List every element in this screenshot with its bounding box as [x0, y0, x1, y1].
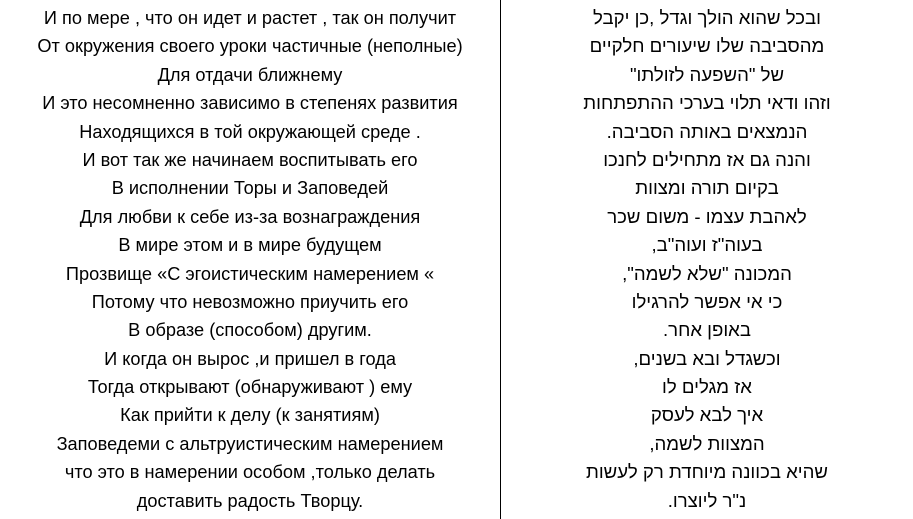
hebrew-line: נ"ר ליוצרו. [667, 489, 747, 511]
hebrew-line: שהיא בכוונה מיוחדת רק לעשות [586, 461, 828, 483]
hebrew-line: המכונה "שלא לשמה", [622, 262, 792, 284]
hebrew-line: הנמצאים באותה הסביבה. [606, 120, 808, 142]
hebrew-line: בקיום תורה ומצוות [635, 177, 779, 199]
hebrew-line: כי אי אפשר להרגילו [631, 290, 783, 312]
hebrew-line: וכשגדל ובא בשנים, [633, 347, 781, 369]
russian-line: В образе (способом) другим. [128, 320, 372, 341]
russian-line: И вот так же начинаем воспитывать его [82, 149, 418, 170]
russian-line: И когда он вырос ,и пришел в года [104, 348, 396, 369]
russian-line: Прозвище «С эгоистическим намерением « [65, 263, 435, 284]
hebrew-column [501, 4, 913, 515]
russian-line: Заповедеми с альтруистическим намерением [56, 433, 444, 454]
hebrew-line: המצוות לשמה, [649, 432, 765, 454]
russian-line: От окружения своего уроки частичные (неполные) [37, 36, 463, 57]
hebrew-line: לאהבת עצמו - משום שכר [607, 205, 807, 227]
russian-line: И по мере , что он идет и растет , так он получит [43, 8, 457, 28]
russian-line: В мире этом и в мире будущем [118, 235, 382, 256]
russian-line: Для отдачи ближнему [157, 64, 343, 85]
hebrew-line: וזהו ודאי תלוי בערכי ההתפתחות [583, 92, 831, 114]
russian-line: И это несомненно зависимо в степенях развития [42, 93, 458, 114]
hebrew-line: אז מגלים לו [662, 376, 752, 398]
russian-column [0, 4, 500, 515]
hebrew-line: מהסביבה שלו שיעורים חלקיים [589, 35, 825, 57]
russian-line: Тогда открывают (обнаруживают ) ему [87, 377, 413, 398]
hebrew-line: של "השפעה לזולתו" [629, 63, 785, 85]
hebrew-line: איך לבא לעסק [650, 404, 764, 426]
russian-line: что это в намерении особом ,только делать [64, 462, 436, 483]
russian-line: Потому что невозможно приучить его [91, 291, 409, 312]
russian-line: Для любви к себе из-за вознаграждения [79, 206, 421, 227]
hebrew-line: ובכל שהוא הולך וגדל ,כן יקבל [593, 7, 821, 28]
russian-line: Как прийти к делу (к занятиям) [120, 405, 380, 426]
russian-line: доставить радость Творцу. [136, 490, 364, 511]
russian-line: В исполнении Торы и Заповедей [111, 178, 389, 199]
hebrew-line: בעוה"ז ועוה"ב, [651, 234, 763, 256]
hebrew-line: באופן אחר. [663, 319, 751, 341]
hebrew-line: והנה גם אז מתחילים לחנכו [603, 148, 811, 170]
russian-line: Находящихся в той окружающей среде . [79, 121, 421, 142]
